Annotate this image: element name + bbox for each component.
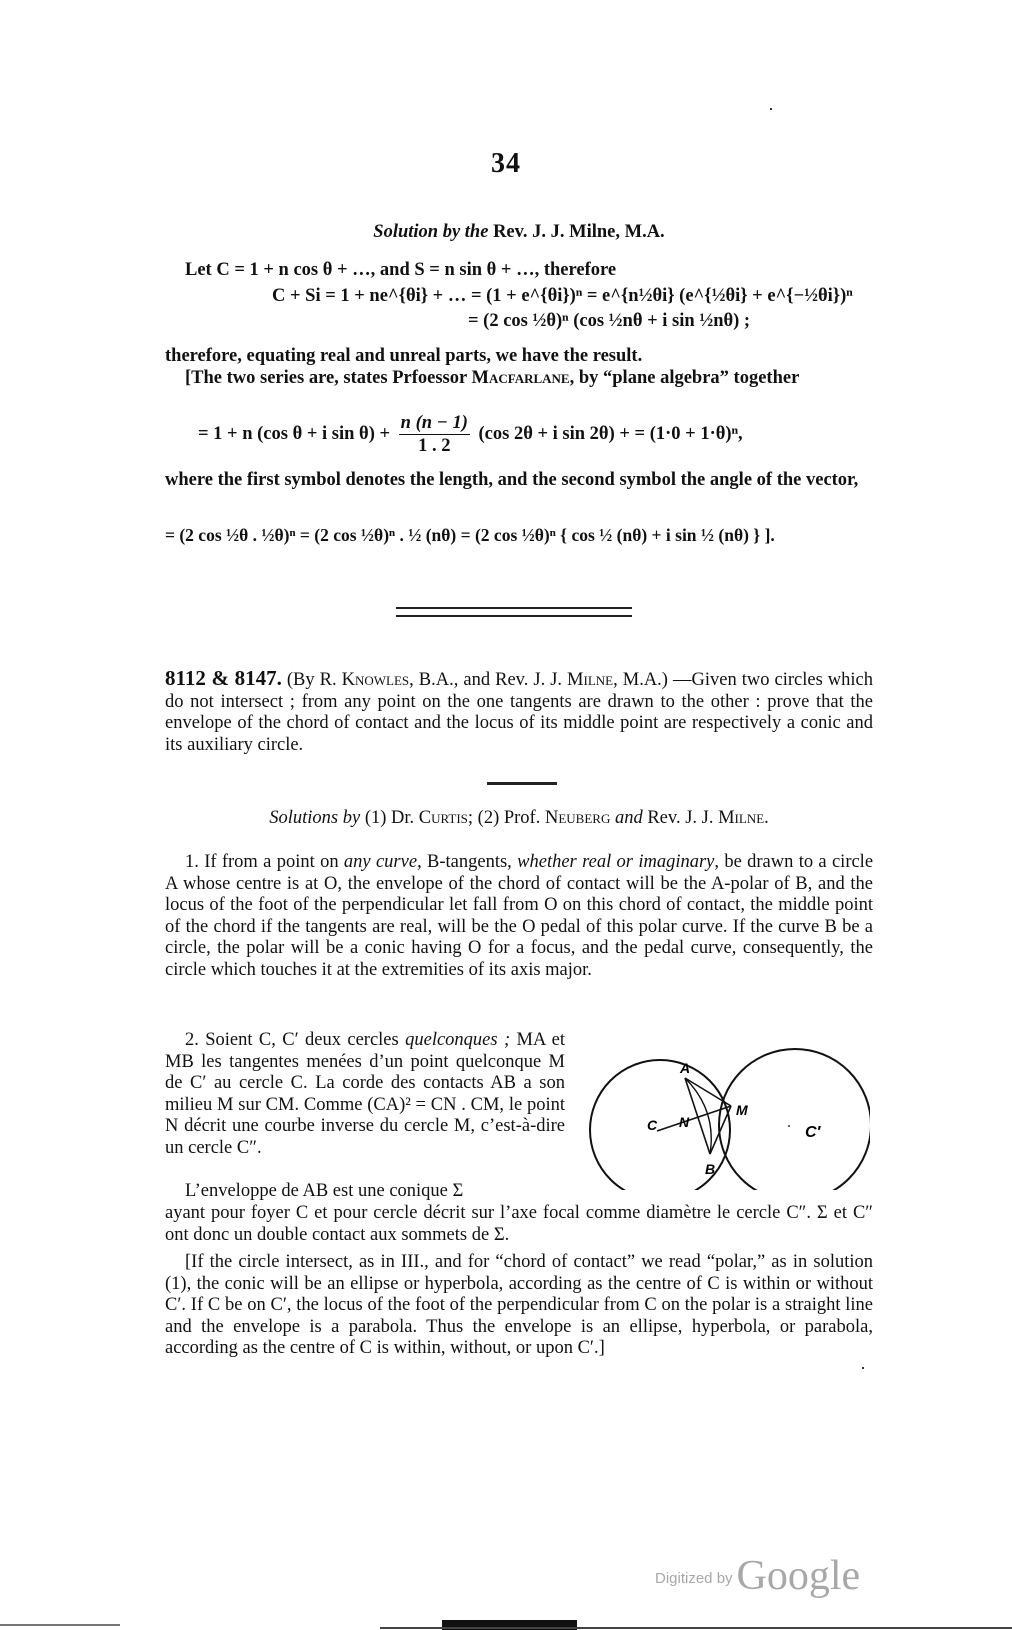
eq-part1: = 1 + n (cos θ + i sin θ) + xyxy=(198,423,391,444)
solution-paragraph-1 xyxy=(165,852,873,981)
solution-paragraph-2 xyxy=(165,1030,565,1159)
authors-mid: , B.A., and Rev. J. J. xyxy=(409,670,563,690)
solutions-part2: ; (2) Prof. xyxy=(467,808,541,828)
para1-italic-2: whether real or imaginary xyxy=(517,852,715,872)
equation-line-3: = (2 cos ½θ)ⁿ (cos ½nθ + i sin ½nθ) ; xyxy=(468,311,751,331)
para2-b: MA et MB les tangentes menées d’un point quelconque M de C′ au cercle C. La corde des contacts AB a son milieu M sur CM. Comme (CA)² = CN . CM, le point N décrit une courbe inverse du cercle M, c’est-à-dire un cercle C″. xyxy=(165,1030,566,1158)
scan-edge-left xyxy=(0,1624,120,1626)
result-text: therefore, equating real and unreal parts, we have the result. xyxy=(165,346,643,366)
vector-text: where the first symbol denotes the length, and the second symbol the angle of the vector, xyxy=(165,470,859,490)
scan-edge-line xyxy=(380,1627,1012,1629)
para2-a: 2. Soient C, C′ deux cercles xyxy=(185,1030,399,1050)
equation-line-2: C + Si = 1 + ne^{θi} + … = (1 + e^{θi})ⁿ = e^{n½θi} (e^{½θi} + e^{−½θi})ⁿ xyxy=(272,286,853,306)
note-intro: [The two series are, states Prfoessor xyxy=(185,368,467,388)
equation-line-1: Let C = 1 + n cos θ + …, and S = n sin θ + …, therefore xyxy=(185,260,617,280)
circle-c-prime xyxy=(719,1049,870,1190)
solver-milne: Milne xyxy=(718,808,765,828)
label-c-prime: C′ xyxy=(805,1124,821,1141)
final-equation: = (2 cos ½θ . ½θ)ⁿ = (2 cos ½θ)ⁿ . ½ (nθ) = (2 cos ½θ)ⁿ { cos ½ (nθ) + i sin ½ (nθ) } ]. xyxy=(165,525,775,545)
authors-suffix: , M.A.) xyxy=(613,670,668,690)
problem-number: 8112 & 8147. xyxy=(165,666,282,690)
label-b: B xyxy=(705,1161,716,1177)
section-divider xyxy=(396,607,632,617)
scan-speck xyxy=(770,108,772,110)
fraction xyxy=(399,412,470,457)
para2-italic: quelconques ; xyxy=(405,1030,511,1050)
two-circles-figure xyxy=(585,1030,870,1190)
solutions-end: . xyxy=(764,808,769,828)
author-knowles: Knowles xyxy=(341,670,410,690)
solutions-by: Solutions by xyxy=(269,808,361,828)
watermark-prefix: Digitized by xyxy=(655,1570,733,1587)
problem-text: —Given two circles which do not intersect ; from any point on the one tangents are drawn to the other : prove that the envelope of the chord of contact and the locus of its middle point are respectively a conic and its auxiliary circle. xyxy=(165,670,873,755)
solution-paragraph-4: [If the circle intersect, as in III., and for “chord of contact” we read “polar,” as in solution (1), the conic will be an ellipse or hyperbola, according as the centre of C is within or without C′. If C be on C′, the locus of the foot of the perpendicular from C on the polar is a straight line and the envelope is a parabola. Thus the envelope is an ellipse, hyperbola, or parabola, according as the centre of C is within, without, or upon C′.] xyxy=(165,1252,873,1358)
macfarlane-note xyxy=(165,368,873,390)
solution-paragraph-3a: L’enveloppe de AB est une conique Σ xyxy=(185,1181,464,1201)
solver-neuberg: Neuberg xyxy=(544,808,611,828)
label-m: M xyxy=(736,1102,748,1118)
solutions-part1: (1) Dr. xyxy=(364,808,415,828)
author-milne: Milne xyxy=(567,670,614,690)
solution-heading-name: Rev. J. J. Milne, M.A. xyxy=(493,222,665,242)
fraction-numerator: n (n − 1) xyxy=(400,413,468,433)
label-c: C xyxy=(647,1117,658,1133)
plane-algebra-equation xyxy=(198,412,743,457)
tangent-ma xyxy=(685,1078,731,1106)
solutions-and: and xyxy=(614,808,643,828)
page-number: 34 xyxy=(491,148,521,179)
para1-italic-1: any curve xyxy=(343,852,418,872)
note-name: Macfarlane xyxy=(471,368,570,388)
para1-b: , B-tangents, xyxy=(417,852,512,872)
authors-prefix: (By R. xyxy=(286,670,337,690)
solver-curtis: Curtis xyxy=(418,808,468,828)
google-logo: Google xyxy=(736,1553,861,1599)
eq-part2: (cos 2θ + i sin 2θ) + = (1·0 + 1·θ)ⁿ, xyxy=(478,423,743,444)
short-divider xyxy=(487,782,557,785)
solutions-heading xyxy=(165,808,873,830)
solution-heading xyxy=(165,222,873,244)
solutions-part3: Rev. J. J. xyxy=(647,808,714,828)
fraction-denominator: 1 . 2 xyxy=(418,436,451,456)
google-watermark xyxy=(655,1552,860,1600)
solution-paragraph-3b: ayant pour foyer C et pour cercle décrit sur l’axe focal comme diamètre le cercle C″. Σ et C″ ont donc un double contact aux sommets de Σ. xyxy=(165,1203,873,1245)
label-n: N xyxy=(679,1114,690,1130)
para1-c: , be drawn to a circle A whose centre is at O, the envelope of the chord of contact will be the A-polar of B, and the locus of the foot of the perpendicular let fall from O on this chord of contact, the middle point of the chord if the tangents are real, will be the O pedal of this polar curve. If the curve B be a circle, the polar will be a conic having O for a focus, and the pedal curve, consequently, the circle which touches it at the extremities of its axis major. xyxy=(165,852,874,980)
problem-statement xyxy=(165,668,873,756)
scan-speck xyxy=(862,1367,864,1369)
para1-a: 1. If from a point on xyxy=(185,852,339,872)
solution-heading-italic: Solution by the xyxy=(373,222,489,242)
label-a: A xyxy=(680,1060,691,1076)
note-rest: , by “plane algebra” together xyxy=(569,368,800,388)
centre-c-prime xyxy=(788,1125,790,1127)
